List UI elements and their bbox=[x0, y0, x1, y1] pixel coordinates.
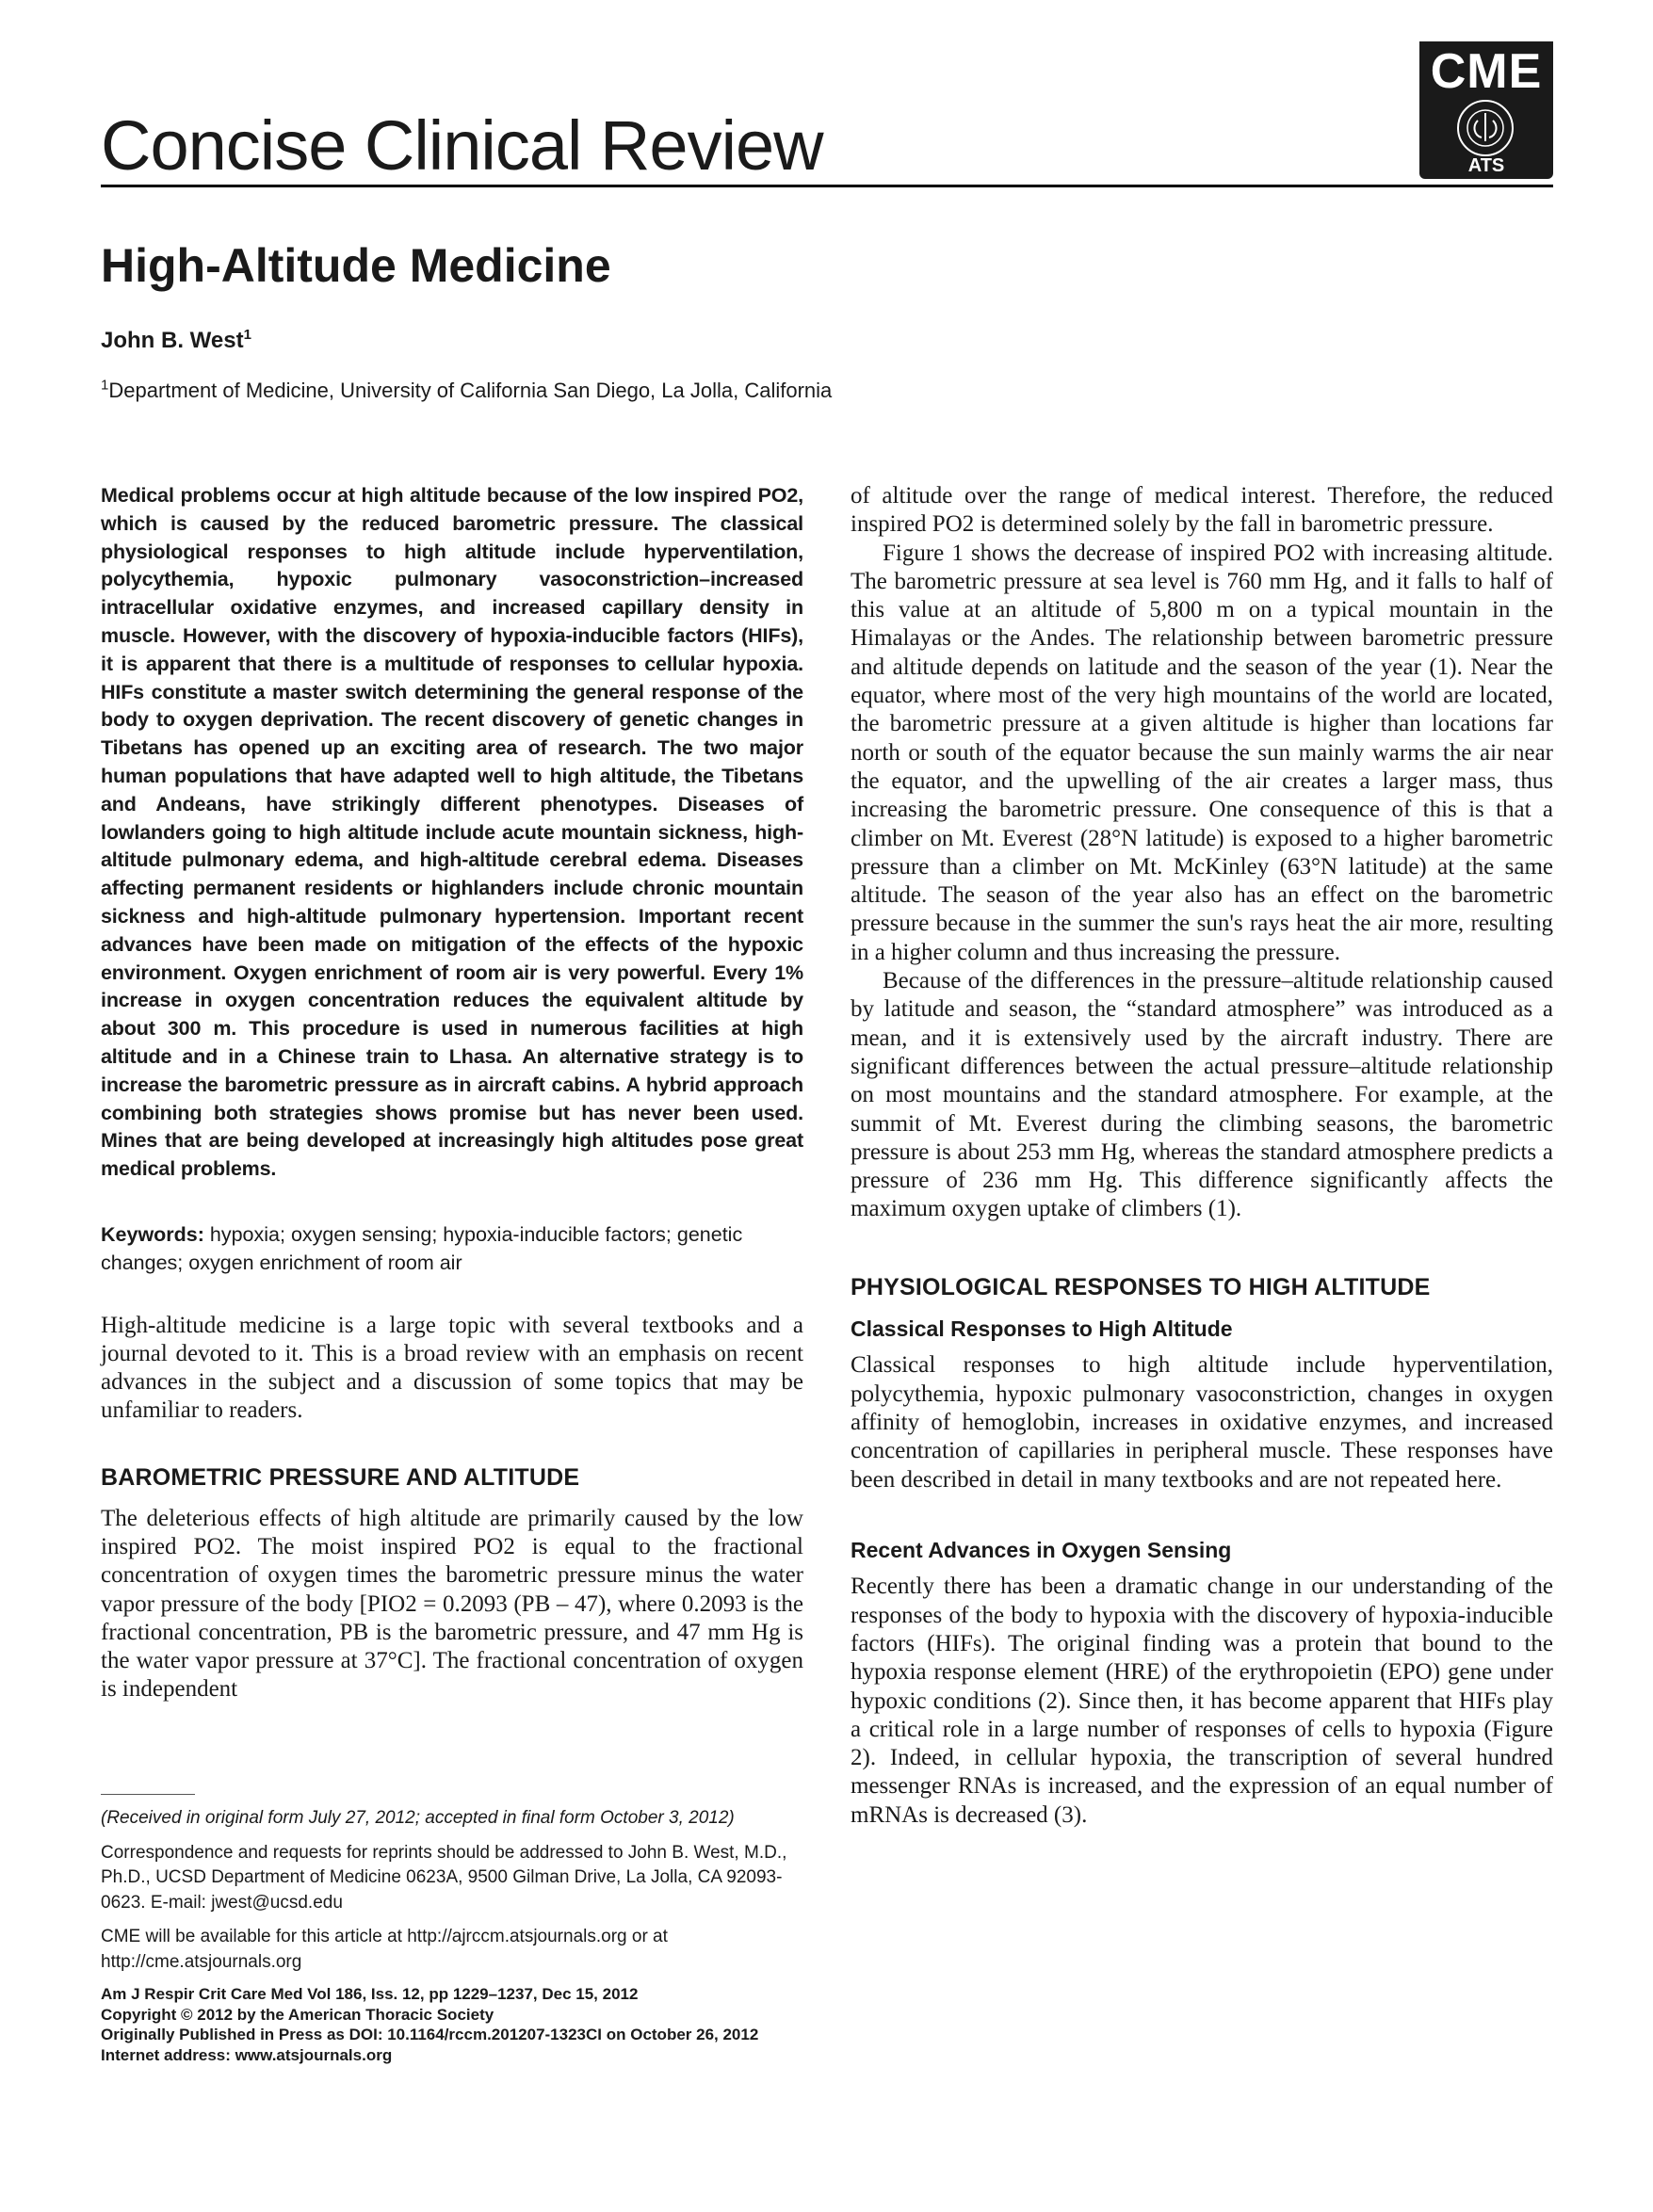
oxygen-sensing-paragraph: Recently there has been a dramatic change in our understanding of the responses of the body to hypoxia with the discovery of hypoxia-inducible factors (HIFs). The original finding was a protein that bound to the hypoxia response element (HRE) of the erythropoietin (EPO) gene under hypoxic conditions (2). Since then, it has become apparent that HIFs play a critical role in a large number of responses of cells to hypoxia (Figure 2). Indeed, in cellular hypoxia, the transcription of several hundred messenger RNAs is increased, and the expression of an equal number of mRNAs is decreased (3). bbox=[851, 1574, 1553, 1828]
affiliation-text: Department of Medicine, University of California San Diego, La Jolla, California bbox=[108, 379, 833, 402]
footnotes bbox=[101, 1794, 803, 2065]
citation-doi: Originally Published in Press as DOI: 10.1164/rccm.201207-1323CI on October 26, 2012 bbox=[101, 2026, 759, 2043]
affiliation-marker: 1 bbox=[101, 377, 109, 394]
received-dates: (Received in original form July 27, 2012; accepted in final form October 3, 2012) bbox=[101, 1808, 735, 1828]
cme-ats-logo bbox=[1419, 41, 1553, 179]
author-name-text: John B. West bbox=[101, 328, 244, 353]
subheading-oxygen-sensing: Recent Advances in Oxygen Sensing bbox=[851, 1537, 1232, 1562]
author-affiliation-marker: 1 bbox=[243, 327, 251, 343]
citation-copyright: Copyright © 2012 by the American Thoracic Society bbox=[101, 2005, 494, 2024]
section-heading-barometric: BAROMETRIC PRESSURE AND ALTITUDE bbox=[101, 1463, 580, 1491]
header-rule bbox=[101, 185, 1553, 187]
footnote-rule bbox=[101, 1794, 195, 1795]
cme-logo-text: CME bbox=[1430, 44, 1543, 99]
cme-note: CME will be available for this article at http://ajrccm.atsjournals.org or at http://cme.atsjournals.org bbox=[101, 1927, 668, 1972]
barometric-paragraph-1-continued: of altitude over the range of medical interest. Therefore, the reduced inspired PO2 is determined solely by the fall in barometric pressure. bbox=[851, 483, 1553, 538]
author-name bbox=[101, 328, 251, 354]
keywords-text: hypoxia; oxygen sensing; hypoxia-inducible factors; genetic changes; oxygen enrichment of room air bbox=[101, 1222, 743, 1274]
keywords-label: Keywords: bbox=[101, 1222, 204, 1246]
right-column bbox=[851, 482, 1553, 1830]
barometric-paragraph-1: The deleterious effects of high altitude are primarily caused by the low inspired PO2. The moist inspired PO2 is equal to the fractional concentration of oxygen times the barometric pressure minus the water vapor pressure of the body [PIO2 = 0.2093 (PB – 47), where 0.2093 is the fractional concentration, PB is the barometric pressure, and 47 mm Hg is the water vapor pressure at 37°C]. The fractional concentration of oxygen is independent bbox=[101, 1505, 803, 1703]
article-title: High-Altitude Medicine bbox=[101, 239, 611, 292]
affiliation bbox=[101, 379, 832, 403]
classical-responses-paragraph: Classical responses to high altitude include hyperventilation, polycythemia, hypoxic pulmonary vasoconstriction, changes in oxygen affinity of hemoglobin, increases in oxidative enzymes, and increased concentration of capillaries in peripheral muscle. These responses have been described in detail in many textbooks and are not repeated here. bbox=[851, 1352, 1553, 1493]
ats-logo-text: ATS bbox=[1467, 155, 1505, 176]
barometric-paragraph-2: Figure 1 shows the decrease of inspired PO2 with increasing altitude. The barometric pressure at sea level is 760 mm Hg, and it falls to half of this value at an altitude of 5,800 m on a typical mountain in the Himalayas or the Andes. The relationship between barometric pressure and altitude depends on latitude and the season of the year (1). Near the equator, where most of the very high mountains of the world are located, the barometric pressure at a given altitude is higher than locations far north or south of the equator because the sun mainly warms the air near the equator, and the upwelling of the air creates a larger mass, thus increasing the barometric pressure. One consequence of this is that a climber on Mt. Everest (28°N latitude) is exposed to a higher barometric pressure than a climber on Mt. McKinley (63°N latitude) at the same altitude. The season of the year also has an effect on the barometric pressure because in the summer the sun's rays heat the air more, resulting in a higher column and thus increasing the pressure. bbox=[851, 540, 1553, 965]
subheading-classical-responses: Classical Responses to High Altitude bbox=[851, 1316, 1233, 1341]
barometric-paragraph-3: Because of the differences in the pressure–altitude relationship caused by latitude and season, the “standard atmosphere” was introduced as a mean, and it is extensively used by the aircraft industry. There are significant differences between the actual pressure–altitude relationship on most mountains and the standard atmosphere. For example, at the summit of Mt. Everest during the climbing seasons, the barometric pressure is about 253 mm Hg, whereas the standard atmosphere predicts a pressure of 236 mm Hg. This difference significantly affects the maximum oxygen uptake of climbers (1). bbox=[851, 968, 1553, 1222]
citation-block bbox=[101, 1984, 803, 2065]
citation-internet: Internet address: www.atsjournals.org bbox=[101, 2045, 393, 2064]
left-column bbox=[101, 482, 803, 1704]
abstract: Medical problems occur at high altitude because of the low inspired PO2, which is caused by the reduced barometric pressure. The classical physiological responses to high altitude include hyperventilation, polycythemia, hypoxic pulmonary vasoconstriction–increased intracellular oxidative enzymes, and increased capillary density in muscle. However, with the discovery of hypoxia-inducible factors (HIFs), it is apparent that there is a multitude of responses to cellular hypoxia. HIFs constitute a master switch determining the general response of the body to oxygen deprivation. The recent discovery of genetic changes in Tibetans has opened up an exciting area of research. The two major human populations that have adapted well to high altitude, the Tibetans and Andeans, have strikingly different phenotypes. Diseases of lowlanders going to high altitude include acute mountain sickness, high-altitude pulmonary edema, and high-altitude cerebral edema. Diseases affecting permanent residents or highlanders include chronic mountain sickness and high-altitude pulmonary hypertension. Important recent advances have been made on mitigation of the effects of the hypoxic environment. Oxygen enrichment of room air is very powerful. Every 1% increase in oxygen concentration reduces the equivalent altitude by about 300 m. This procedure is used in numerous facilities at high altitude and in a Chinese train to Lhasa. An alternative strategy is to increase the barometric pressure as in aircraft cabins. A hybrid approach combining both strategies shows promise but has never been used. Mines that are being developed at increasingly high altitudes pose great medical problems. bbox=[101, 484, 803, 1181]
section-label: Concise Clinical Review bbox=[101, 106, 823, 185]
correspondence-note: Correspondence and requests for reprints should be addressed to John B. West, M.D., Ph.D., UCSD Department of Medicine 0623A, 9500 Gilman Drive, La Jolla, CA 92093-0623. E-mail: jwest@ucsd.edu bbox=[101, 1842, 787, 1913]
citation-journal: Am J Respir Crit Care Med Vol 186, Iss. 12, pp 1229–1237, Dec 15, 2012 bbox=[101, 1985, 639, 2003]
section-heading-physiological: PHYSIOLOGICAL RESPONSES TO HIGH ALTITUDE bbox=[851, 1273, 1431, 1300]
keywords bbox=[101, 1221, 803, 1278]
intro-paragraph: High-altitude medicine is a large topic with several textbooks and a journal devoted to it. This is a broad review with an emphasis on recent advances in the subject and a discussion of some topics that may be unfamiliar to readers. bbox=[101, 1312, 803, 1424]
ats-seal-icon bbox=[1455, 98, 1515, 158]
